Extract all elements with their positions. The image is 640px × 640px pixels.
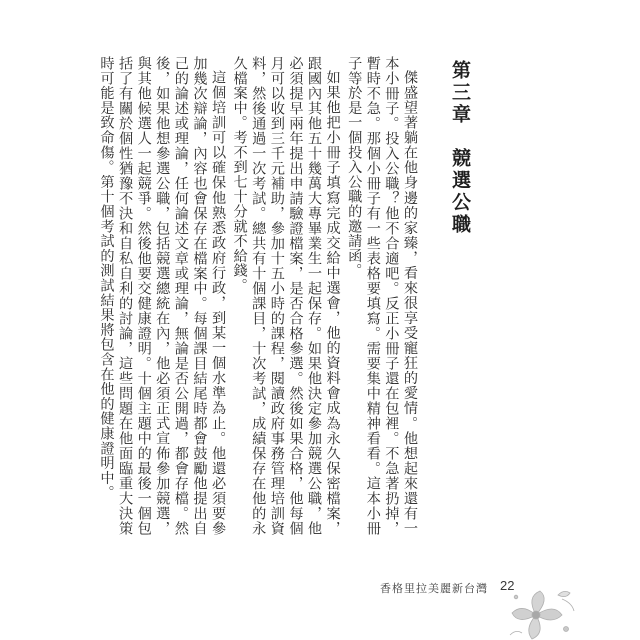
paragraph-2: 如果他把小冊子填寫完成交給中選會，他的資料會成為永久保密檔案，跟國內其他五十幾萬大專畢業生一起保存。如果他決定參加競選公職，他必須提早兩年提出申請驗證檔案，是否合格參選。然後如果合格，他每個月可以收到三千元補助，參加十五小時的課程，閱讀政府事務管理培訓資料，然後通過一次考試。總共有十個課目，十次考試，成績保存在他的永久檔案中。考不到七十分就不給錢。	[231, 56, 341, 536]
chapter-heading	[442, 60, 478, 310]
chapter-number: 第三章	[449, 60, 471, 126]
flower-icon	[506, 585, 576, 640]
page-number: 22	[500, 578, 515, 593]
body-text	[98, 56, 422, 536]
paragraph-1: 傑盛望著躺在他身邊的家臻，看來很享受寵狂的愛情。他想起來還有一本小冊子。投入公職？他不合適吧。反正小冊子還在包裡。不急著扔掉，暫時不急。那個小冊子有一些表格要填寫。需要集中精神看看。這本小冊子等於是一個投入公職的邀請函。	[346, 56, 418, 536]
paragraph-3: 這個培訓可以確保他熟悉政府行政，到某一個水準為止。他還必須要參加幾次辯論，內容也會保存在檔案中。每個課目結尾時都會鼓勵他提出自己的論述或理論，任何論述文章或理論，無論是否公開過，都會存檔。然後，如果他想參選公職，包括競選總統在內，他必須正式宣佈參加競選，與其他候選人一起競爭。然後他要交健康證明。十個主題中的最後一個包括了有關於個性猶豫不決和自私自利的討論，這些問題在他面臨重大決策時可能是致命傷。第十個考試的測試結果將包含在他的健康證明中。	[98, 56, 227, 536]
chapter-title: 競選公職	[449, 148, 471, 236]
running-title: 香格里拉美麗新台灣	[380, 582, 488, 595]
